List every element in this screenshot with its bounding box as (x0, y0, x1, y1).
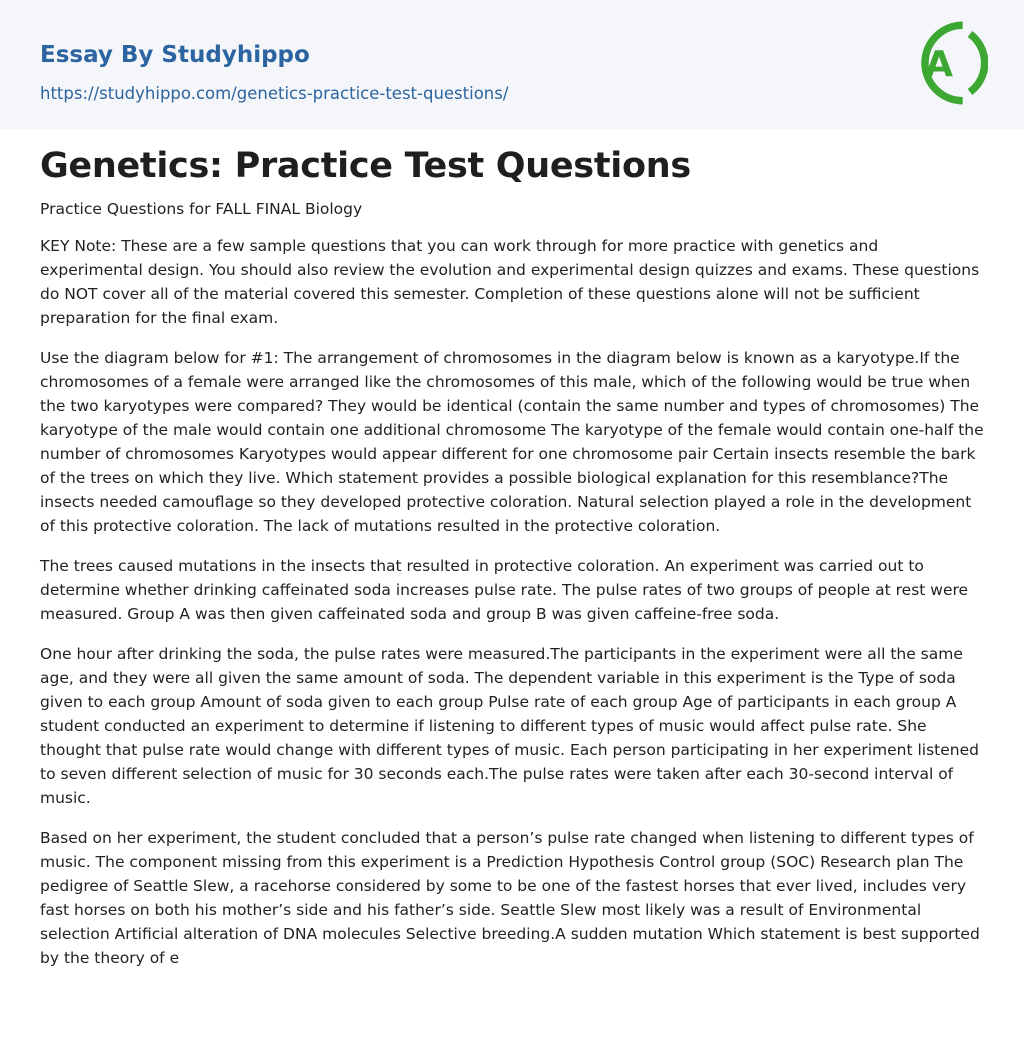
page-url-link[interactable]: https://studyhippo.com/genetics-practice-test-questions/ (40, 84, 509, 103)
article-paragraph: One hour after drinking the soda, the pulse rates were measured.The participants in the experiment were all the same age, and they were all given the same amount of soda. The dependent variable in this experiment is the Type of soda given to each group Amount of soda given to each group Pulse rate of each group Age of participants in each group A student conducted an experiment to determine if listening to different types of music would affect pulse rate. She thought that pulse rate would change with different types of music. Each person participating in her experiment listened to seven different selection of music for 30 seconds each.The pulse rates were taken after each 30-second interval of music. (40, 645, 979, 807)
site-brand[interactable]: Essay By Studyhippo (40, 42, 310, 68)
article-paragraph: Use the diagram below for #1: The arrangement of chromosomes in the diagram below is known as a karyotype.If the chromosomes of a female were arranged like the chromosomes of this male, which of the following would be true when the two karyotypes were compared? They would be identical (contain the same number and types of chromosomes) The karyotype of the male would contain one additional chromosome The karyotype of the female would contain one-half the number of chromosomes Karyotypes would appear different for one chromosome pair Certain insects resemble the bark of the trees on which they live. Which statement provides a possible biological explanation for this resemblance?The insects needed camouflage so they developed protective coloration. Natural selection played a role in the development of this protective coloration. The lack of mutations resulted in the protective coloration. (40, 349, 984, 535)
svg-text:A: A (925, 44, 953, 85)
article-paragraph: The trees caused mutations in the insects that resulted in protective coloration. An experiment was carried out to determine whether drinking caffeinated soda increases pulse rate. The pulse rates of two groups of people at rest were measured. Group A was then given caffeinated soda and group B was given caffeine-free soda. (40, 557, 969, 623)
article-paragraph: KEY Note: These are a few sample questions that you can work through for more practice with genetics and experimental design. You should also review the evolution and experimental design quizzes and exams. These questions do NOT cover all of the material covered this semester. Completion of these questions alone will not be sufficient preparation for the final exam. (40, 237, 980, 327)
page-title: Genetics: Practice Test Questions (40, 146, 691, 186)
studyhippo-logo-icon[interactable] (912, 18, 988, 108)
article-body (40, 234, 984, 986)
article-paragraph: Based on her experiment, the student concluded that a person’s pulse rate changed when listening to different types of music. The component missing from this experiment is a Prediction Hypothesis Control group (SOC) Research plan The pedigree of Seattle Slew, a racehorse considered by some to be one of the fastest horses that ever lived, includes very fast horses on both his mother’s side and his father’s side. Seattle Slew most likely was a result of Environmental selection Artificial alteration of DNA molecules Selective breeding.A sudden mutation Which statement is best supported by the theory of e (40, 829, 980, 967)
site-header (0, 0, 1024, 129)
page-subtitle: Practice Questions for FALL FINAL Biology (40, 200, 363, 218)
